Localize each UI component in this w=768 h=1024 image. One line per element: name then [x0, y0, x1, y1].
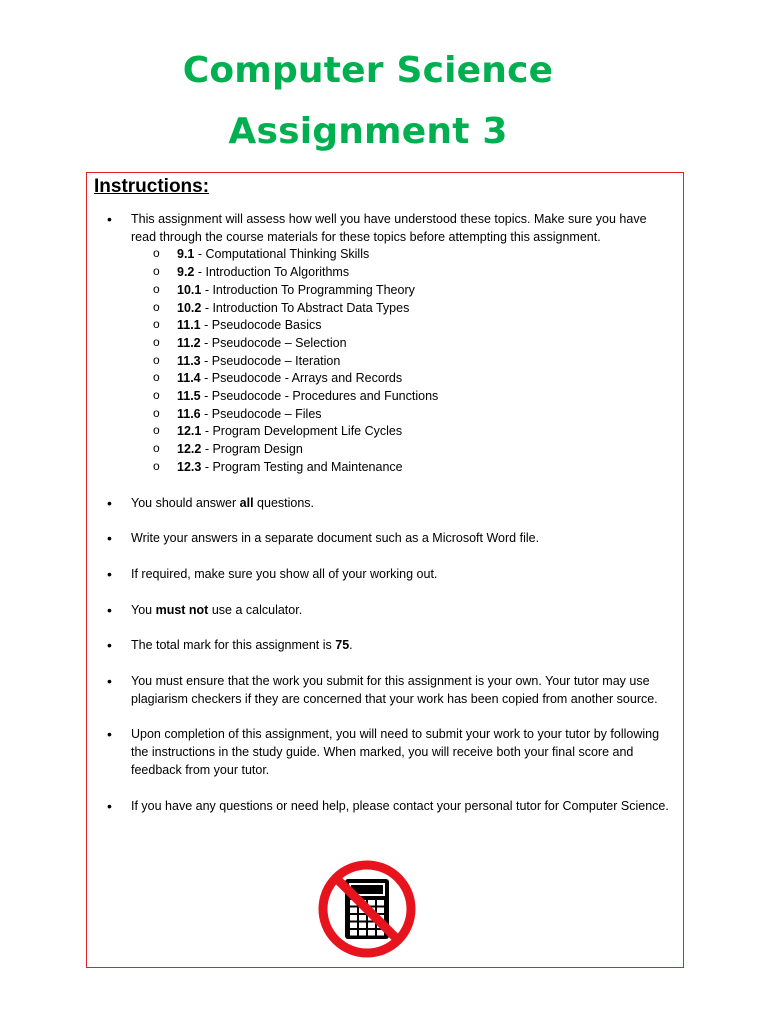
topic-name: - Program Testing and Maintenance: [201, 459, 403, 474]
calculator-key: [368, 930, 375, 936]
topic-code: 9.2: [177, 265, 195, 280]
calculator-key: [350, 915, 357, 921]
topic-item: [131, 282, 671, 300]
instructions-list: [87, 211, 685, 833]
topic-code: 11.2: [177, 335, 201, 350]
calculator-key: [359, 930, 366, 936]
calculator-key: [359, 915, 366, 921]
separate-doc-text: Write your answers in a separate document such as a Microsoft Word file.: [131, 531, 540, 546]
calculator-key: [368, 900, 375, 906]
calculator-key: [377, 908, 384, 914]
total-mark-bold: 75: [335, 638, 350, 653]
completion-text: Upon completion of this assignment, you will need to submit your work to your tutor by following the instructions in the study guide. When marked, you will receive both your final score and feedback from your tutor.: [131, 727, 660, 777]
topic-code: 11.1: [177, 318, 201, 333]
topic-item: [131, 353, 671, 371]
topic-code: 11.3: [177, 353, 201, 368]
topic-item: [131, 423, 671, 441]
topic-name: - Pseudocode - Arrays and Records: [200, 371, 403, 386]
topic-item: [131, 406, 671, 424]
list-item-plagiarism: [87, 673, 685, 708]
intro-text: This assignment will assess how well you have understood these topics. Make sure you have read through the course materials for these topics before attempting this assignment.: [131, 212, 647, 244]
answer-all-bold: all: [239, 495, 254, 510]
topic-item: [131, 300, 671, 318]
topic-code: 12.1: [177, 424, 202, 439]
list-item-separate-doc: [87, 530, 685, 548]
list-item-total-mark: [87, 637, 685, 655]
list-item-help: [87, 798, 685, 816]
plagiarism-text: You must ensure that the work you submit for this assignment is your own. Your tutor may use plagiarism checkers if they are concerned that your work has been copied from another source.: [131, 674, 658, 706]
topic-item: [131, 370, 671, 388]
answer-all-pre: You should answer: [131, 495, 240, 510]
title-line-2: Assignment 3: [228, 111, 508, 152]
calculator-key: [350, 930, 357, 936]
topic-name: - Computational Thinking Skills: [194, 247, 370, 262]
topic-item: [131, 317, 671, 335]
total-mark-pre: The total mark for this assignment is: [131, 638, 336, 653]
calculator-key: [377, 900, 384, 906]
topic-item: [131, 441, 671, 459]
list-item-intro: [87, 211, 685, 477]
calculator-key: [359, 923, 366, 929]
list-item-completion: [87, 726, 685, 779]
topic-item: [131, 264, 671, 282]
list-item-answer-all: [87, 495, 685, 513]
answer-all-post: questions.: [253, 495, 315, 510]
topic-name: - Program Development Life Cycles: [201, 424, 403, 439]
instructions-heading: Instructions:: [94, 176, 210, 197]
topic-code: 12.2: [177, 442, 202, 457]
topic-name: - Pseudocode – Iteration: [200, 353, 341, 368]
no-calculator-bold: must not: [155, 602, 209, 617]
topic-item: [131, 388, 671, 406]
topic-name: - Pseudocode – Selection: [200, 335, 347, 350]
working-out-text: If required, make sure you show all of your working out.: [131, 566, 438, 581]
topic-code: 9.1: [177, 247, 195, 262]
topic-name: - Introduction To Algorithms: [194, 265, 350, 280]
topic-code: 12.3: [177, 459, 202, 474]
topic-name: - Pseudocode Basics: [200, 318, 322, 333]
no-calculator-icon: [317, 859, 417, 959]
topic-name: - Pseudocode – Files: [200, 406, 322, 421]
help-text: If you have any questions or need help, please contact your personal tutor for Computer Science.: [131, 798, 669, 813]
list-item-no-calculator: [87, 602, 685, 620]
topic-code: 10.1: [177, 282, 202, 297]
topic-name: - Pseudocode - Procedures and Functions: [200, 389, 439, 404]
topic-item: [131, 459, 671, 477]
topic-item: [131, 335, 671, 353]
instructions-box: [86, 172, 684, 968]
topic-code: 11.5: [177, 389, 201, 404]
topic-name: - Introduction To Abstract Data Types: [201, 300, 410, 315]
list-item-working-out: [87, 566, 685, 584]
topic-item: [131, 246, 671, 264]
topic-name: - Introduction To Programming Theory: [201, 282, 415, 297]
total-mark-post: .: [349, 638, 353, 653]
topic-code: 11.4: [177, 371, 201, 386]
calculator-key: [350, 908, 357, 914]
topic-code: 10.2: [177, 300, 202, 315]
calculator-key: [350, 923, 357, 929]
no-calculator-pre: You: [131, 602, 156, 617]
title-line-1: Computer Science: [182, 50, 554, 91]
topics-list: [131, 246, 671, 476]
topic-code: 11.6: [177, 406, 201, 421]
topic-name: - Program Design: [201, 442, 303, 457]
no-calculator-post: use a calculator.: [208, 602, 303, 617]
calculator-key: [368, 923, 375, 929]
